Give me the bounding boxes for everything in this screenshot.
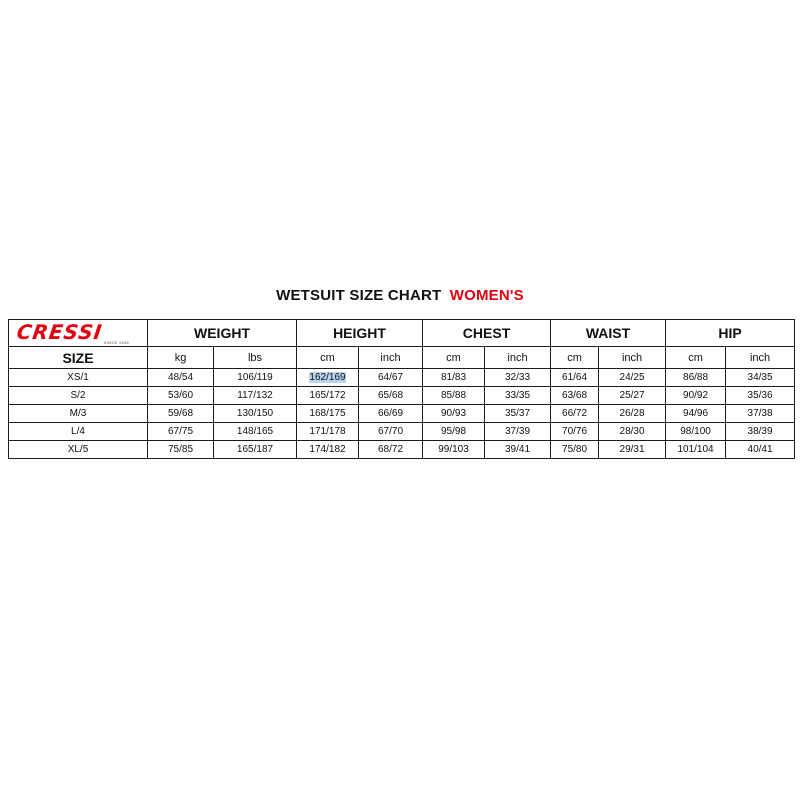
table-cell: 40/41 <box>726 441 795 459</box>
size-column-header: SIZE <box>9 347 148 369</box>
table-cell: 75/80 <box>551 441 599 459</box>
unit-hip-cm: cm <box>666 347 726 369</box>
table-cell: 85/88 <box>423 387 485 405</box>
table-cell: 94/96 <box>666 405 726 423</box>
table-cell: 32/33 <box>485 369 551 387</box>
table-cell: 130/150 <box>214 405 297 423</box>
table-cell: 90/92 <box>666 387 726 405</box>
unit-height-inch: inch <box>359 347 423 369</box>
table-row <box>9 423 795 441</box>
group-hip: HIP <box>666 320 795 347</box>
table-cell: 70/76 <box>551 423 599 441</box>
chart-title-main: WETSUIT SIZE CHART <box>276 287 442 304</box>
unit-header-row <box>9 347 795 369</box>
table-row <box>9 387 795 405</box>
cressi-logo-tagline: SINCE 1946 <box>103 340 129 345</box>
table-row <box>9 405 795 423</box>
table-cell: 171/178 <box>297 423 359 441</box>
table-cell: 174/182 <box>297 441 359 459</box>
table-cell: 39/41 <box>485 441 551 459</box>
table-cell: 61/64 <box>551 369 599 387</box>
table-cell: 59/68 <box>148 405 214 423</box>
group-header-row <box>9 320 795 347</box>
cressi-logo: CRESSI <box>15 320 104 344</box>
table-cell: 34/35 <box>726 369 795 387</box>
table-cell: 165/187 <box>214 441 297 459</box>
table-cell: 68/72 <box>359 441 423 459</box>
table-cell: 99/103 <box>423 441 485 459</box>
table-cell: 65/68 <box>359 387 423 405</box>
table-cell: 53/60 <box>148 387 214 405</box>
size-cell: XS/1 <box>9 369 148 387</box>
table-cell: 63/68 <box>551 387 599 405</box>
chart-title <box>0 287 800 304</box>
table-cell: 86/88 <box>666 369 726 387</box>
table-cell: 81/83 <box>423 369 485 387</box>
table-cell: 67/70 <box>359 423 423 441</box>
brand-cell <box>9 320 148 347</box>
size-cell: XL/5 <box>9 441 148 459</box>
group-weight: WEIGHT <box>148 320 297 347</box>
size-cell: M/3 <box>9 405 148 423</box>
table-cell: 75/85 <box>148 441 214 459</box>
unit-waist-cm: cm <box>551 347 599 369</box>
unit-chest-inch: inch <box>485 347 551 369</box>
unit-weight-lbs: lbs <box>214 347 297 369</box>
table-cell: 106/119 <box>214 369 297 387</box>
table-cell: 64/67 <box>359 369 423 387</box>
table-cell: 28/30 <box>599 423 666 441</box>
group-height: HEIGHT <box>297 320 423 347</box>
table-cell: 148/165 <box>214 423 297 441</box>
unit-chest-cm: cm <box>423 347 485 369</box>
highlighted-value: 162/169 <box>309 372 346 383</box>
table-cell: 37/38 <box>726 405 795 423</box>
table-cell: 35/37 <box>485 405 551 423</box>
table-cell: 66/69 <box>359 405 423 423</box>
table-cell: 38/39 <box>726 423 795 441</box>
size-cell: L/4 <box>9 423 148 441</box>
table-cell: 165/172 <box>297 387 359 405</box>
table-row <box>9 441 795 459</box>
table-cell: 67/75 <box>148 423 214 441</box>
table-cell: 25/27 <box>599 387 666 405</box>
unit-height-cm: cm <box>297 347 359 369</box>
size-chart-table <box>8 319 795 459</box>
table-cell: 117/132 <box>214 387 297 405</box>
unit-waist-inch: inch <box>599 347 666 369</box>
table-cell: 168/175 <box>297 405 359 423</box>
table-cell: 95/98 <box>423 423 485 441</box>
unit-hip-inch: inch <box>726 347 795 369</box>
table-cell: 48/54 <box>148 369 214 387</box>
table-cell: 29/31 <box>599 441 666 459</box>
table-cell: 37/39 <box>485 423 551 441</box>
table-cell <box>297 369 359 387</box>
chart-title-accent: WOMEN'S <box>449 287 524 304</box>
table-cell: 66/72 <box>551 405 599 423</box>
table-cell: 24/25 <box>599 369 666 387</box>
unit-weight-kg: kg <box>148 347 214 369</box>
group-waist: WAIST <box>551 320 666 347</box>
table-cell: 33/35 <box>485 387 551 405</box>
table-cell: 35/36 <box>726 387 795 405</box>
table-cell: 98/100 <box>666 423 726 441</box>
table-cell: 90/93 <box>423 405 485 423</box>
table-row <box>9 369 795 387</box>
table-cell: 26/28 <box>599 405 666 423</box>
table-cell: 101/104 <box>666 441 726 459</box>
group-chest: CHEST <box>423 320 551 347</box>
size-cell: S/2 <box>9 387 148 405</box>
